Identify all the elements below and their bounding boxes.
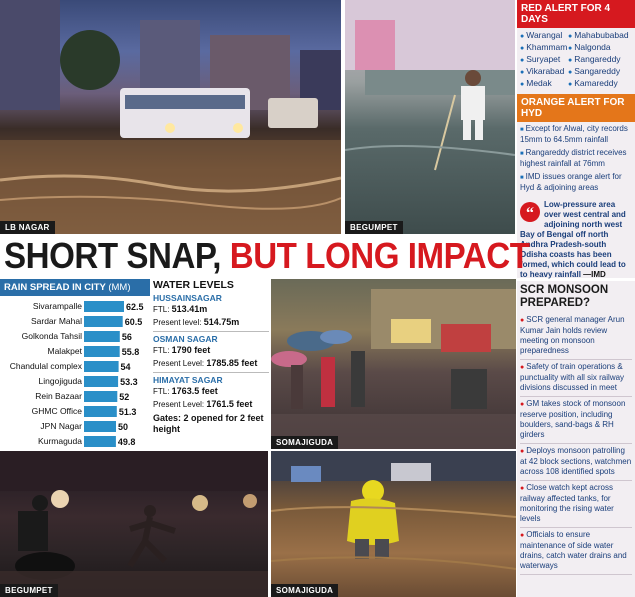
scr-title: SCR MONSOON PREPARED?: [520, 284, 609, 309]
headline-part-1: SHORT SNAP,: [4, 235, 230, 276]
ftl-line: FTL: 513.41m: [153, 304, 208, 314]
worker-in-raincoat-scene: [271, 451, 516, 597]
headline-part-2: BUT LONG IMPACT: [229, 235, 530, 276]
alerts-panel: [517, 0, 635, 278]
present-level-line: Present level: 514.75m: [153, 317, 240, 327]
red-alert-district-list: [517, 28, 635, 92]
alert-bullet: ■ Rangareddy district receives highest rainfall at 76mm: [520, 148, 632, 169]
rain-bar-chart-svg: [0, 297, 150, 449]
scr-monsoon-panel: [517, 281, 635, 597]
rain-spread-heading: [0, 279, 150, 296]
bar: [84, 421, 116, 432]
bar-value-label: 56: [121, 332, 132, 342]
bar-value-label: 60.5: [124, 317, 143, 327]
bar-category-label: Kurmaguda: [38, 436, 82, 446]
district-item: ● Kamareddy: [568, 78, 634, 90]
water-levels-title: WATER LEVELS: [153, 279, 234, 291]
scr-list-item: ● Officials to ensure maintenance of side water drains, catch water drains and waterways: [520, 528, 632, 575]
photo-lb-nagar: [0, 0, 341, 234]
rain-spread-chart: [0, 279, 150, 449]
district-item: ● Suryapet: [520, 54, 568, 66]
district-item: ● Medak: [520, 78, 568, 90]
ftl-line: FTL: 1790 feet: [153, 345, 211, 355]
red-alert-heading: RED ALERT FOR 4 DAYS: [517, 0, 635, 28]
night-rider-scene: [0, 451, 268, 597]
reservoir-name: HUSSAINSAGAR: [153, 293, 222, 303]
scr-list-item: ● Close watch kept across railway affected tanks, for monitoring the rising water levels: [520, 481, 632, 528]
bar-category-label: Malakpet: [47, 346, 82, 356]
bar-category-label: Sardar Mahal: [30, 316, 82, 326]
rain-spread-title: RAIN SPREAD IN CITY: [4, 282, 106, 293]
bar: [84, 361, 119, 372]
bar: [84, 331, 120, 342]
district-item: ● Rangareddy: [568, 54, 634, 66]
present-level-line: Present Level: 1785.85 feet: [153, 358, 258, 368]
bar-category-label: JPN Nagar: [40, 421, 82, 431]
reservoir-name: HIMAYAT SAGAR: [153, 375, 223, 385]
bar: [84, 376, 118, 387]
district-item: ● Warangal: [520, 30, 568, 42]
district-item: ● Khammam: [520, 42, 568, 54]
bar: [84, 391, 117, 402]
bar-category-label: Chandulal complex: [9, 361, 82, 371]
alert-bullet: ■ IMD issues orange alert for Hyd & adjoining areas: [520, 172, 632, 193]
scr-list-item: ● GM takes stock of monsoon reserve position, including boulders, sand-bags & RH girders: [520, 397, 632, 444]
scr-list-item: ● SCR general manager Arun Kumar Jain holds review meeting on monsoon preparedness: [520, 313, 632, 360]
photo-caption: SOMAJIGUDA: [271, 436, 338, 449]
flooded-street-scene: [0, 0, 341, 234]
bar: [84, 406, 117, 417]
alert-bullet: ■ Except for Alwal, city records 15mm to 64.5mm rainfall: [520, 124, 632, 145]
gates-status: Gates: 2 opened for 2 feet height: [153, 413, 264, 434]
worker-in-flood-scene: [345, 0, 515, 234]
present-level-line: Present Level: 1761.5 feet: [153, 399, 253, 409]
bar-category-label: Lingojiguda: [38, 376, 82, 386]
orange-alert-bullets: [517, 122, 635, 198]
bar: [84, 301, 124, 312]
photo-caption: SOMAJIGUDA: [271, 584, 338, 597]
photo-begumpet-bottom: [0, 451, 268, 597]
photo-caption: BEGUMPET: [345, 221, 403, 234]
bar-value-label: 49.8: [117, 437, 136, 447]
photo-somajiguda-bottom: [271, 451, 516, 597]
bar-category-label: GHMC Office: [31, 406, 82, 416]
bar-value-label: 52: [119, 392, 130, 402]
bar-value-label: 62.5: [126, 302, 144, 312]
bar-value-label: 51.3: [118, 407, 137, 417]
bar-category-label: Golkonda Tahsil: [21, 331, 82, 341]
bar: [84, 316, 123, 327]
divider: [153, 372, 269, 373]
ftl-line: FTL: 1763.5 feet: [153, 386, 218, 396]
reservoir-name: OSMAN SAGAR: [153, 334, 218, 344]
district-item: ● Mahabubabad: [568, 30, 634, 42]
imd-quote: [517, 198, 635, 282]
quote-source: —IMD: [583, 270, 606, 279]
bar-value-label: 53.3: [120, 377, 138, 387]
bar-value-label: 50: [118, 422, 129, 432]
bar-value-label: 55.8: [121, 347, 140, 357]
photo-caption: BEGUMPET: [0, 584, 58, 597]
district-item: ● Sangareddy: [568, 66, 634, 78]
umbrellas-traffic-scene: [271, 279, 516, 449]
quote-icon: “: [520, 202, 540, 222]
bar: [84, 436, 116, 447]
district-item: ● Vikarabad: [520, 66, 568, 78]
photo-begumpet-top: [345, 0, 515, 234]
divider: [153, 331, 269, 332]
photo-caption: LB NAGAR: [0, 221, 55, 234]
district-item: ● Nalgonda: [568, 42, 634, 54]
bar-category-label: Sivarampalle: [32, 301, 82, 311]
orange-alert-heading: ORANGE ALERT FOR HYD: [517, 94, 635, 122]
rain-spread-unit: (MM): [108, 282, 131, 293]
bar: [84, 346, 120, 357]
quote-text: Low-pressure area over west central and adjoining north west Bay of Bengal off north Andhra Pradesh-south Odisha coasts has been formed, which could lead to to heavy rainfall: [520, 200, 626, 279]
scr-list-item: ● Deploys monsoon patrolling at 42 block sections, watchmen across 108 identified spots: [520, 444, 632, 481]
photo-somajiguda-mid: [271, 279, 516, 449]
water-levels-panel: [153, 279, 269, 449]
scr-list-item: ● Safety of train operations & punctuality with all six railway divisions discussed in meet: [520, 360, 632, 397]
bar-value-label: 54: [120, 362, 131, 372]
bar-category-label: Rein Bazaar: [35, 391, 82, 401]
page-headline: [4, 235, 530, 276]
